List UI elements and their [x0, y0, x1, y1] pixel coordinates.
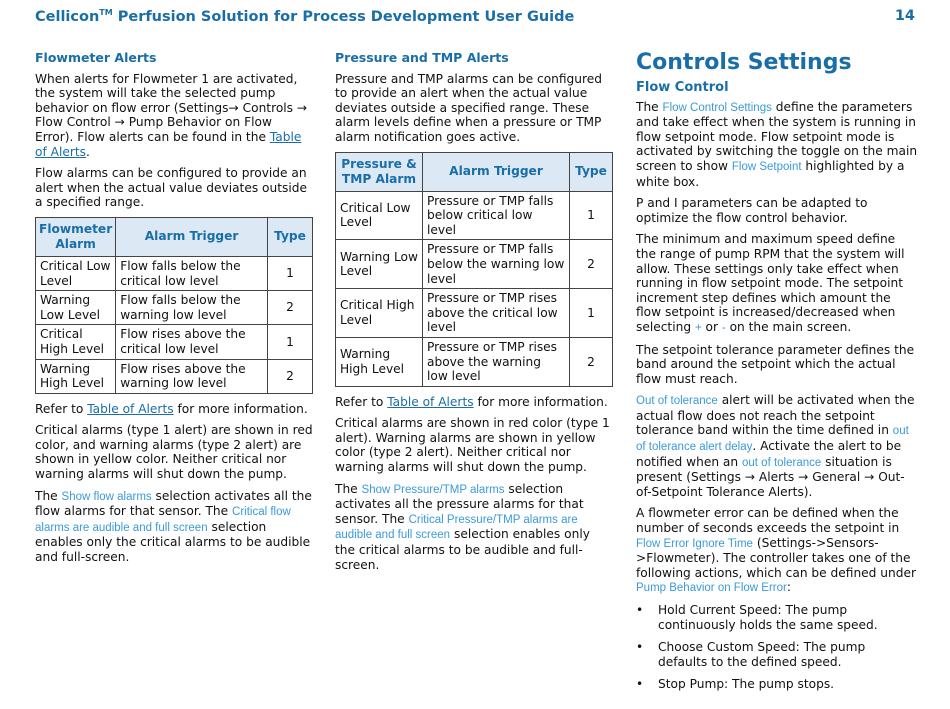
paragraph: A flowmeter error can be defined when the number of seconds exceeds the setpoint in Flow Error Ignore Time (Settings->Sensors->Flowmeter). The controller takes one of the following actions, which can be defined under Pump Behavior on Flow Error: — [636, 506, 916, 595]
table-row — [36, 325, 313, 359]
table-row — [36, 256, 313, 290]
table-cell: Warning High Level — [336, 337, 423, 386]
table-cell: 1 — [268, 325, 313, 359]
table-cell: Warning Low Level — [36, 291, 116, 325]
column-controls-settings — [636, 50, 918, 700]
ui-term: Flow Setpoint — [731, 160, 802, 173]
column-header: Alarm Trigger — [423, 152, 570, 191]
ui-term: Critical Pressure/TMP alarms are audible and full screen — [335, 513, 578, 542]
table-cell: Pressure or TMP falls below critical low level — [423, 191, 570, 240]
ui-term: Out of tolerance — [636, 395, 718, 408]
table-row — [336, 240, 613, 289]
column-pressure-tmp-alerts — [335, 50, 613, 579]
table-cell: Warning Low Level — [336, 240, 423, 289]
paragraph: Out of tolerance alert will be activated when the actual flow does not reach the setpoint tolerance band within the time defined in out of tolerance alert delay. Activate the alert to be notified when an out of tolerance situation is present (Settings → Alerts → General → Out-of-Setpoint Tolerance Alerts). — [636, 393, 915, 499]
column-header: Type — [570, 152, 613, 191]
column-header: Alarm Trigger — [116, 217, 268, 256]
paragraph: Critical alarms (type 1 alert) are shown in red color, and warning alarms (type 2 alert) are shown in yellow color. Neither critical nor warning alarms will shut down the pump. — [35, 423, 313, 482]
ui-term: Flow Error Ignore Time — [636, 537, 753, 550]
page-header — [35, 8, 915, 30]
paragraph: Refer to Table of Alerts for more information. — [335, 394, 608, 409]
paragraph: The Show Pressure/TMP alarms selection activates all the pressure alarms for that sensor. The Critical Pressure/TMP alarms are audible and full screen selection enables only the critical alarms to be audible and full-screen. — [335, 481, 590, 572]
plus-icon: + — [694, 321, 702, 334]
table-cell: 2 — [268, 291, 313, 325]
paragraph: Critical alarms are shown in red color (type 1 alert). Warning alarms are shown in yellow color (type 2 alert). Neither critical nor warning alarms will shut down the pump. — [335, 416, 610, 475]
table-cell: Critical Low Level — [336, 191, 423, 240]
list-item: • Hold Current Speed: The pump continuously holds the same speed. — [636, 603, 918, 632]
table-cell: 1 — [570, 289, 613, 338]
section-heading-flowmeter-alerts: Flowmeter Alerts — [35, 50, 157, 65]
table-cell: 2 — [570, 337, 613, 386]
trademark-mark: TM — [99, 8, 113, 17]
table-cell: Pressure or TMP rises above the warning low level — [423, 337, 570, 386]
paragraph: The Flow Control Settings define the parameters and take effect when the system is running in flow setpoint mode. Flow setpoint mode is activated by switching the toggle on the main screen to show Flow Setpoint highlighted by a white box. — [636, 99, 918, 189]
table-row — [36, 359, 313, 393]
document-title: Cellicon™ Perfusion Solution for Process Development User Guide — [35, 8, 575, 25]
paragraph: The setpoint tolerance parameter defines the band around the setpoint which the actual flow must reach. — [636, 342, 915, 386]
ui-term: out of tolerance — [742, 456, 822, 469]
table-row — [336, 191, 613, 240]
table-cell: 1 — [570, 191, 613, 240]
table-header-row — [336, 152, 613, 191]
table-cell: Flow rises above the warning low level — [116, 359, 268, 393]
column-header: Flowmeter Alarm — [36, 217, 116, 256]
list-item: • Stop Pump: The pump stops. — [636, 677, 918, 692]
table-cell: Critical High Level — [336, 289, 423, 338]
table-of-alerts-link[interactable]: Table of Alerts — [35, 129, 302, 159]
paragraph: When alerts for Flowmeter 1 are activated, the system will take the selected pump behavior on flow error (Settings→ Controls → Flow Control → Pump Behavior on Flow Error). Flow alerts can be found in the Table of Alerts. — [35, 71, 308, 159]
section-title-controls-settings: Controls Settings — [636, 50, 852, 75]
section-heading-pressure-tmp-alerts: Pressure and TMP Alerts — [335, 50, 509, 65]
table-row — [36, 291, 313, 325]
table-cell: Critical Low Level — [36, 256, 116, 290]
table-row — [336, 337, 613, 386]
ui-term: out of tolerance alert delay — [636, 425, 909, 454]
table-of-alerts-link[interactable]: Table of Alerts — [387, 394, 474, 409]
ui-term: Show flow alarms — [61, 490, 152, 503]
table-cell: Flow rises above the critical low level — [116, 325, 268, 359]
ui-term: Show Pressure/TMP alarms — [361, 483, 505, 496]
ui-term: Flow Control Settings — [662, 101, 772, 114]
table-cell: Flow falls below the critical low level — [116, 256, 268, 290]
table-cell: Critical High Level — [36, 325, 116, 359]
pressure-tmp-alarm-table — [335, 152, 613, 387]
subheading-flow-control: Flow Control — [636, 80, 729, 95]
table-cell: 2 — [570, 240, 613, 289]
column-flowmeter-alerts — [35, 50, 313, 572]
paragraph: The Show flow alarms selection activates all the flow alarms for that sensor. The Critical flow alarms are audible and full screen selection enables only the critical alarms to be audible and full-screen. — [35, 488, 312, 565]
table-header-row — [36, 217, 313, 256]
paragraph: Flow alarms can be configured to provide an alert when the actual value deviates outside a specified range. — [35, 166, 307, 210]
minus-icon: - — [721, 321, 726, 334]
list-item: • Choose Custom Speed: The pump defaults to the defined speed. — [636, 640, 918, 669]
ui-term: Pump Behavior on Flow Error — [636, 582, 787, 595]
pump-behavior-list — [636, 603, 918, 692]
flowmeter-alarm-table — [35, 217, 313, 394]
table-cell: 1 — [268, 256, 313, 290]
table-cell: Pressure or TMP falls below the warning low level — [423, 240, 570, 289]
table-of-alerts-link[interactable]: Table of Alerts — [87, 401, 174, 416]
column-header: Type — [268, 217, 313, 256]
column-header: Pressure & TMP Alarm — [336, 152, 423, 191]
paragraph: P and I parameters can be adapted to optimize the flow control behavior. — [636, 196, 868, 225]
table-cell: 2 — [268, 359, 313, 393]
table-row — [336, 289, 613, 338]
page-number: 14 — [894, 8, 915, 24]
table-cell: Pressure or TMP rises above the critical low level — [423, 289, 570, 338]
paragraph: The minimum and maximum speed define the range of pump RPM that the system will allow. These settings only take effect when running in flow setpoint mode. The setpoint increment step defines which amount the flow setpoint is increased/decreased when selecting + or - on the main screen. — [636, 232, 905, 334]
table-cell: Warning High Level — [36, 359, 116, 393]
table-cell: Flow falls below the warning low level — [116, 291, 268, 325]
paragraph: Pressure and TMP alarms can be configured to provide an alert when the actual value deviates outside a specified range. These alarm levels define when a pressure or TMP alarm notification goes active. — [335, 71, 602, 144]
ui-term: Critical flow alarms are audible and full screen — [35, 506, 291, 534]
paragraph: Refer to Table of Alerts for more information. — [35, 401, 308, 416]
